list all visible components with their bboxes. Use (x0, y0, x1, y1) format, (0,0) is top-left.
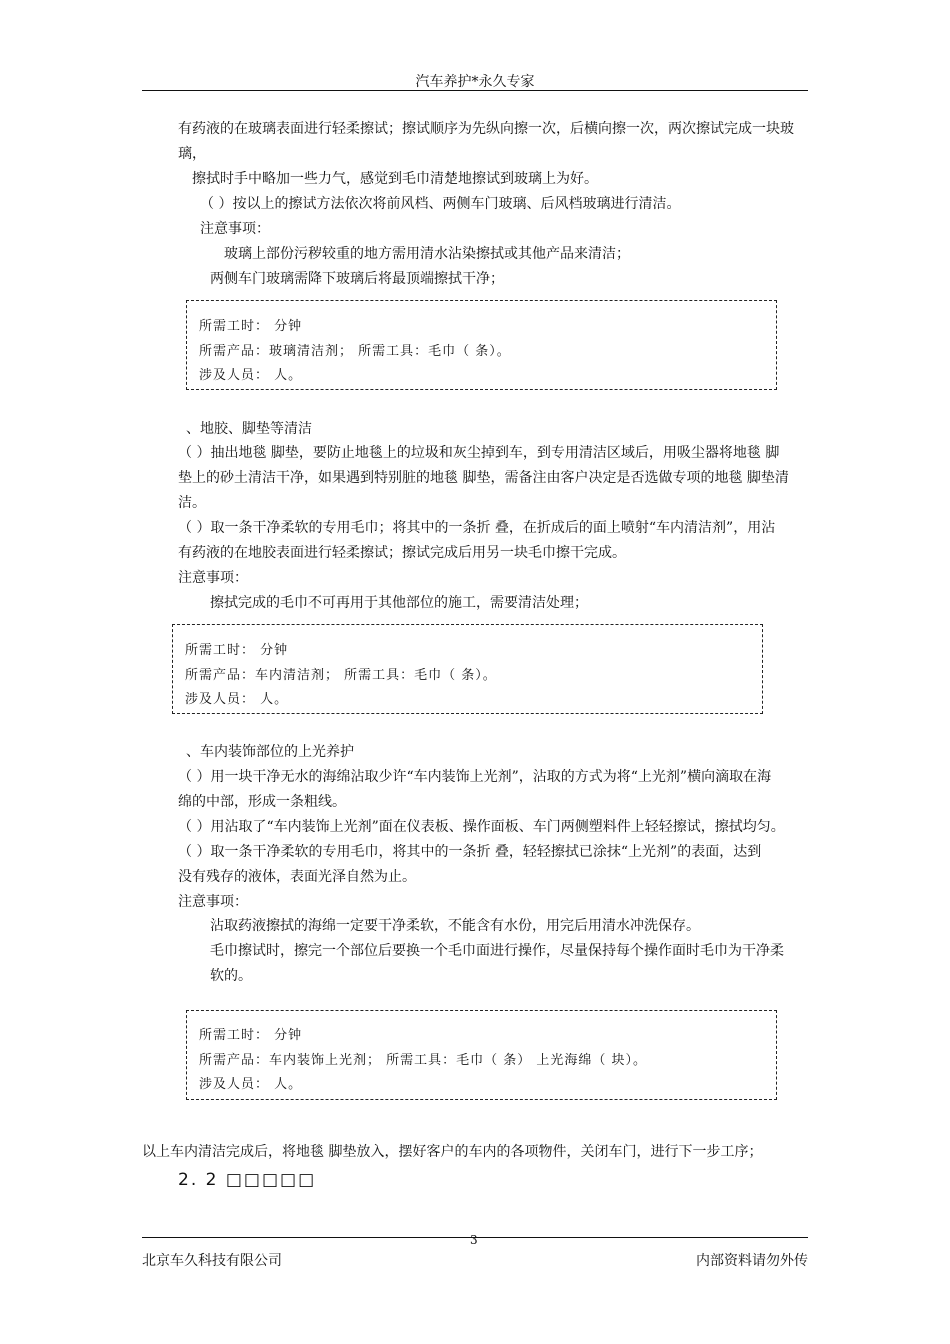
paragraph-line: 有药液的在地胶表面进行轻柔擦试；擦试完成后用另一块毛巾擦干完成。 (178, 545, 626, 561)
required-products-tools: 所需产品：玻璃清洁剂； 所需工具：毛巾（ 条）。 (199, 344, 511, 359)
step-item: （ ）取一条干净柔软的专用毛巾，将其中的一条折 叠，轻轻擦拭已涂抹“上光剂”的表面，达到 (178, 844, 762, 860)
notes-heading: 注意事项： (178, 894, 248, 910)
note-item: 擦拭完成的毛巾不可再用于其他部位的施工，需要清洁处理； (210, 595, 588, 611)
required-time: 所需工时： 分钟 (199, 319, 303, 334)
required-staff: 涉及人员： 人。 (199, 1077, 303, 1092)
notes-heading: 注意事项： (178, 570, 248, 586)
paragraph-line: 洁。 (178, 495, 206, 511)
required-time: 所需工时： 分钟 (199, 1028, 303, 1043)
page-number: 3 (470, 1233, 478, 1247)
paragraph-line: 绵的中部，形成一条粗线。 (178, 794, 346, 810)
paragraph-line: 擦拭时手中略加一些力气，感觉到毛巾清楚地擦试到玻璃上为好。 (192, 171, 598, 187)
section-title: 、地胶、脚垫等清洁 (186, 421, 312, 437)
requirements-box (186, 300, 777, 390)
required-time: 所需工时： 分钟 (185, 643, 289, 658)
requirements-box (172, 624, 763, 714)
header-rule (142, 90, 808, 91)
note-item: 毛巾擦试时，擦完一个部位后要换一个毛巾面进行操作，尽量保持每个操作面时毛巾为干净柔 (210, 943, 784, 959)
paragraph-line: 有药液的在玻璃表面进行轻柔擦试；擦试顺序为先纵向擦一次，后横向擦一次，两次擦试完成一块玻 (178, 121, 794, 137)
step-item: （ ）用一块干净无水的海绵沾取少许“车内装饰上光剂”，沾取的方式为将“上光剂”横向滴取在海 (178, 769, 772, 785)
step-item: （ ）抽出地毯 脚垫，要防止地毯上的垃圾和灰尘掉到车，到专用清洁区域后，用吸尘器将地毯 脚 (178, 445, 780, 461)
step-item: （ ）取一条干净柔软的专用毛巾；将其中的一条折 叠，在折成后的面上喷射“车内清洁剂”，用沾 (178, 520, 776, 536)
section-title: 、车内装饰部位的上光养护 (186, 744, 354, 760)
step-item: （ ）用沾取了“车内装饰上光剂”面在仪表板、操作面板、车门两侧塑料件上轻轻擦试，擦拭均匀。 (178, 819, 785, 835)
paragraph-line: 垫上的砂土清洁干净，如果遇到特别脏的地毯 脚垫，需备注由客户决定是否选做专项的地毯 脚垫清 (178, 470, 789, 486)
notes-heading: 注意事项： (200, 221, 270, 237)
required-staff: 涉及人员： 人。 (199, 368, 303, 383)
required-products-tools: 所需产品：车内清洁剂； 所需工具：毛巾（ 条）。 (185, 668, 497, 683)
required-staff: 涉及人员： 人。 (185, 692, 289, 707)
note-item: 玻璃上部份污秽较重的地方需用清水沾染擦拭或其他产品来清洁； (224, 246, 630, 262)
next-section-heading: 2. 2 □□□□□ (178, 1170, 317, 1190)
footer-note: 内部资料请勿外传 (696, 1253, 808, 1269)
paragraph-line: 璃， (178, 146, 206, 162)
required-products-tools: 所需产品：车内装饰上光剂； 所需工具：毛巾（ 条） 上光海绵（ 块）。 (199, 1053, 648, 1068)
footer-company: 北京车久科技有限公司 (142, 1253, 282, 1269)
paragraph-line: 软的。 (210, 968, 252, 984)
note-item: 沾取药液擦拭的海绵一定要干净柔软，不能含有水份，用完后用清水冲洗保存。 (210, 918, 700, 934)
requirements-box (186, 1010, 777, 1100)
page-header-title: 汽车养护*永久专家 (415, 74, 535, 90)
closing-paragraph: 以上车内清洁完成后，将地毯 脚垫放入，摆好客户的车内的各项物件，关闭车门，进行下一步工序； (142, 1144, 763, 1160)
step-item: （ ）按以上的擦试方法依次将前风档、两侧车门玻璃、后风档玻璃进行清洁。 (200, 196, 681, 212)
paragraph-line: 没有残存的液体，表面光泽自然为止。 (178, 869, 416, 885)
note-item: 两侧车门玻璃需降下玻璃后将最顶端擦拭干净； (210, 271, 504, 287)
